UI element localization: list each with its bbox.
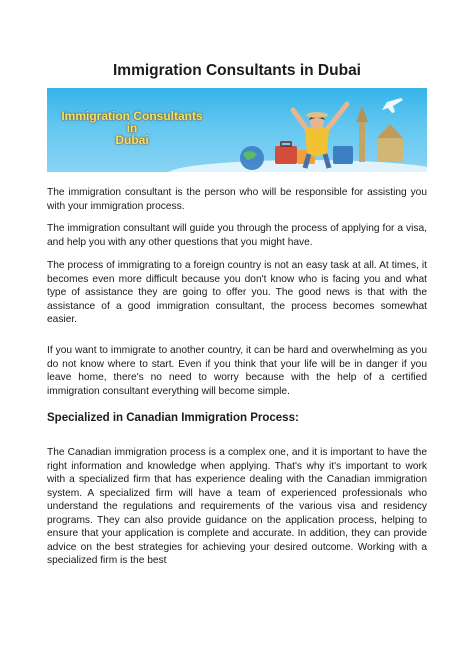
page-title: Immigration Consultants in Dubai — [112, 62, 361, 79]
banner-image — [47, 88, 427, 172]
paragraph-1: The immigration consultant is the person who will be responsible for assisting you with your immigration process. — [47, 187, 427, 212]
banner-illustration — [47, 88, 427, 172]
airplane-icon — [382, 98, 403, 113]
banner-line-3: Dubai — [115, 133, 149, 147]
banner-line-1: Immigration Consultants — [61, 109, 203, 123]
paragraph-3: The process of immigrating to a foreign country is not an easy task at all. At times, it becomes even more difficult because you don't know who is facing you and what type of assistance they are going to offer you. The good news is that with the assistance of a good immigration consultant, the process becomes somewhat easier. — [47, 260, 427, 325]
section-heading: Specialized in Canadian Immigration Process: — [47, 412, 299, 424]
section-paragraph: The Canadian immigration process is a complex one, and it is important to have the right information and knowledge when applying. That's why it's important to work with a specialized firm that has experience dealing with the Canadian immigration system. A specialized firm will have a team of experienced professionals who understand the regulations and requirements of the various visa and residency programs. They can also provide guidance on the application process, helping to ensure that your application is complete and accurate. In addition, they can provide advice on the best strategies for achieving your desired outcome. Working with a specialized firm is the best — [47, 447, 427, 566]
paragraph-4: If you want to immigrate to another country, it can be hard and overwhelming as you do not know where to start. Even if you think that your life will be in danger if you leave home, there's no need to worry because with the help of a certified immigration consultant everything will become simple. — [47, 345, 427, 397]
paragraph-2: The immigration consultant will guide you through the process of applying for a visa, and help you with any other questions that you might have. — [47, 223, 427, 248]
banner-line-2: in — [126, 121, 138, 135]
